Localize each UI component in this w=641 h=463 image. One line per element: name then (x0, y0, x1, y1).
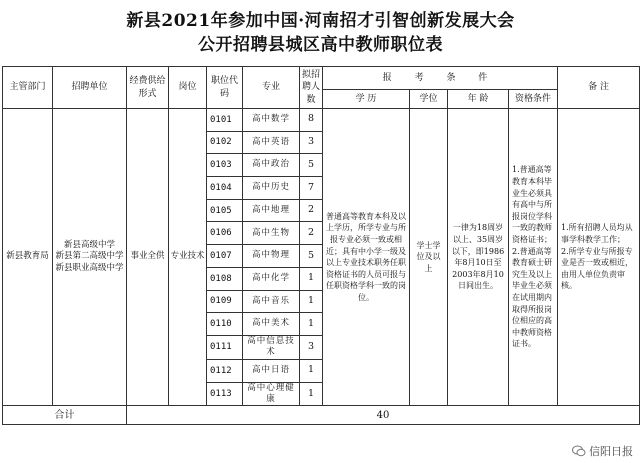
code-cell: 0112 (207, 359, 243, 382)
code-cell: 0109 (207, 290, 243, 313)
count-cell: 1 (300, 382, 323, 406)
total-label: 合计 (3, 406, 127, 425)
subject-cell: 高中物理 (243, 245, 300, 268)
code-cell: 0113 (207, 382, 243, 406)
code-cell: 0106 (207, 222, 243, 245)
subject-cell: 高中英语 (243, 131, 300, 154)
count-cell: 1 (300, 267, 323, 290)
total-value: 40 (127, 406, 640, 425)
count-cell: 3 (300, 335, 323, 359)
code-cell: 0102 (207, 131, 243, 154)
unit-cell: 新县高级中学 新县第二高级中学 新县职业高级中学 (53, 109, 127, 406)
code-cell: 0103 (207, 154, 243, 177)
header-subject: 专业 (243, 67, 300, 109)
subject-cell: 高中信息技术 (243, 335, 300, 359)
header-age: 年 龄 (448, 90, 509, 109)
count-cell: 2 (300, 199, 323, 222)
subject-cell: 高中音乐 (243, 290, 300, 313)
degree-cell: 学士学位及以上 (410, 109, 448, 406)
count-cell: 5 (300, 154, 323, 177)
count-cell: 1 (300, 290, 323, 313)
header-dept: 主管部门 (3, 67, 53, 109)
code-cell: 0111 (207, 335, 243, 359)
count-cell: 7 (300, 177, 323, 200)
watermark (572, 443, 633, 460)
positions-table (2, 66, 640, 425)
header-qualification: 资格条件 (509, 90, 558, 109)
code-cell: 0104 (207, 177, 243, 200)
remarks-cell: 1.所有招聘人员均从事学科教学工作； 2.所学专业与所报专业是否一致或相近，由用人单位负责审核。 (558, 109, 640, 406)
subject-cell: 高中政治 (243, 154, 300, 177)
header-unit: 招聘单位 (53, 67, 127, 109)
subject-cell: 高中生物 (243, 222, 300, 245)
age-cell: 一律为18周岁以上、35周岁以下，即1986年8月10日至2003年8月10日间出生。 (448, 109, 509, 406)
count-cell: 8 (300, 109, 323, 132)
header-code: 职位代码 (207, 67, 243, 109)
page-title-line2: 公开招聘县城区高中教师职位表 (198, 35, 443, 55)
subject-cell: 高中心理健康 (243, 382, 300, 406)
code-cell: 0108 (207, 267, 243, 290)
code-cell: 0107 (207, 245, 243, 268)
header-conditions: 报 考 条 件 (323, 67, 558, 90)
subject-cell: 高中日语 (243, 359, 300, 382)
funding-cell: 事业全供 (127, 109, 169, 406)
count-cell: 5 (300, 245, 323, 268)
header-post: 岗位 (169, 67, 207, 109)
table-row (3, 109, 640, 132)
count-cell: 2 (300, 222, 323, 245)
subject-cell: 高中数学 (243, 109, 300, 132)
subject-cell: 高中美术 (243, 313, 300, 336)
post-cell: 专业技术 (169, 109, 207, 406)
watermark-text: 信阳日报 (589, 445, 633, 458)
header-education: 学 历 (323, 90, 410, 109)
header-count: 拟招聘人数 (300, 67, 323, 109)
subject-cell: 高中历史 (243, 177, 300, 200)
header-remarks: 备 注 (558, 67, 640, 109)
code-cell: 0105 (207, 199, 243, 222)
count-cell: 1 (300, 359, 323, 382)
header-degree: 学位 (410, 90, 448, 109)
count-cell: 1 (300, 313, 323, 336)
subject-cell: 高中化学 (243, 267, 300, 290)
dept-cell: 新县教育局 (3, 109, 53, 406)
wechat-icon (572, 445, 586, 460)
subject-cell: 高中地理 (243, 199, 300, 222)
page-title-line1: 新县2021年参加中国·河南招才引智创新发展大会 (126, 11, 515, 31)
qualification-cell: 1.普通高等教育本科毕业生必须具有高中与所报岗位学科一致的教师资格证书； 2.普通高等教育硕士研究生及以上毕业生必须在试用期内取得所报岗位相应的高中教师资格证书。 (509, 109, 558, 406)
code-cell: 0101 (207, 109, 243, 132)
code-cell: 0110 (207, 313, 243, 336)
education-cell: 普通高等教育本科及以上学历，所学专业与所报专业必须一致或相近；具有中小学一级及以上专业技术职务任职资格证书的人员可报与任职资格学科一致的岗位。 (323, 109, 410, 406)
header-funding: 经费供给形式 (127, 67, 169, 109)
count-cell: 3 (300, 131, 323, 154)
